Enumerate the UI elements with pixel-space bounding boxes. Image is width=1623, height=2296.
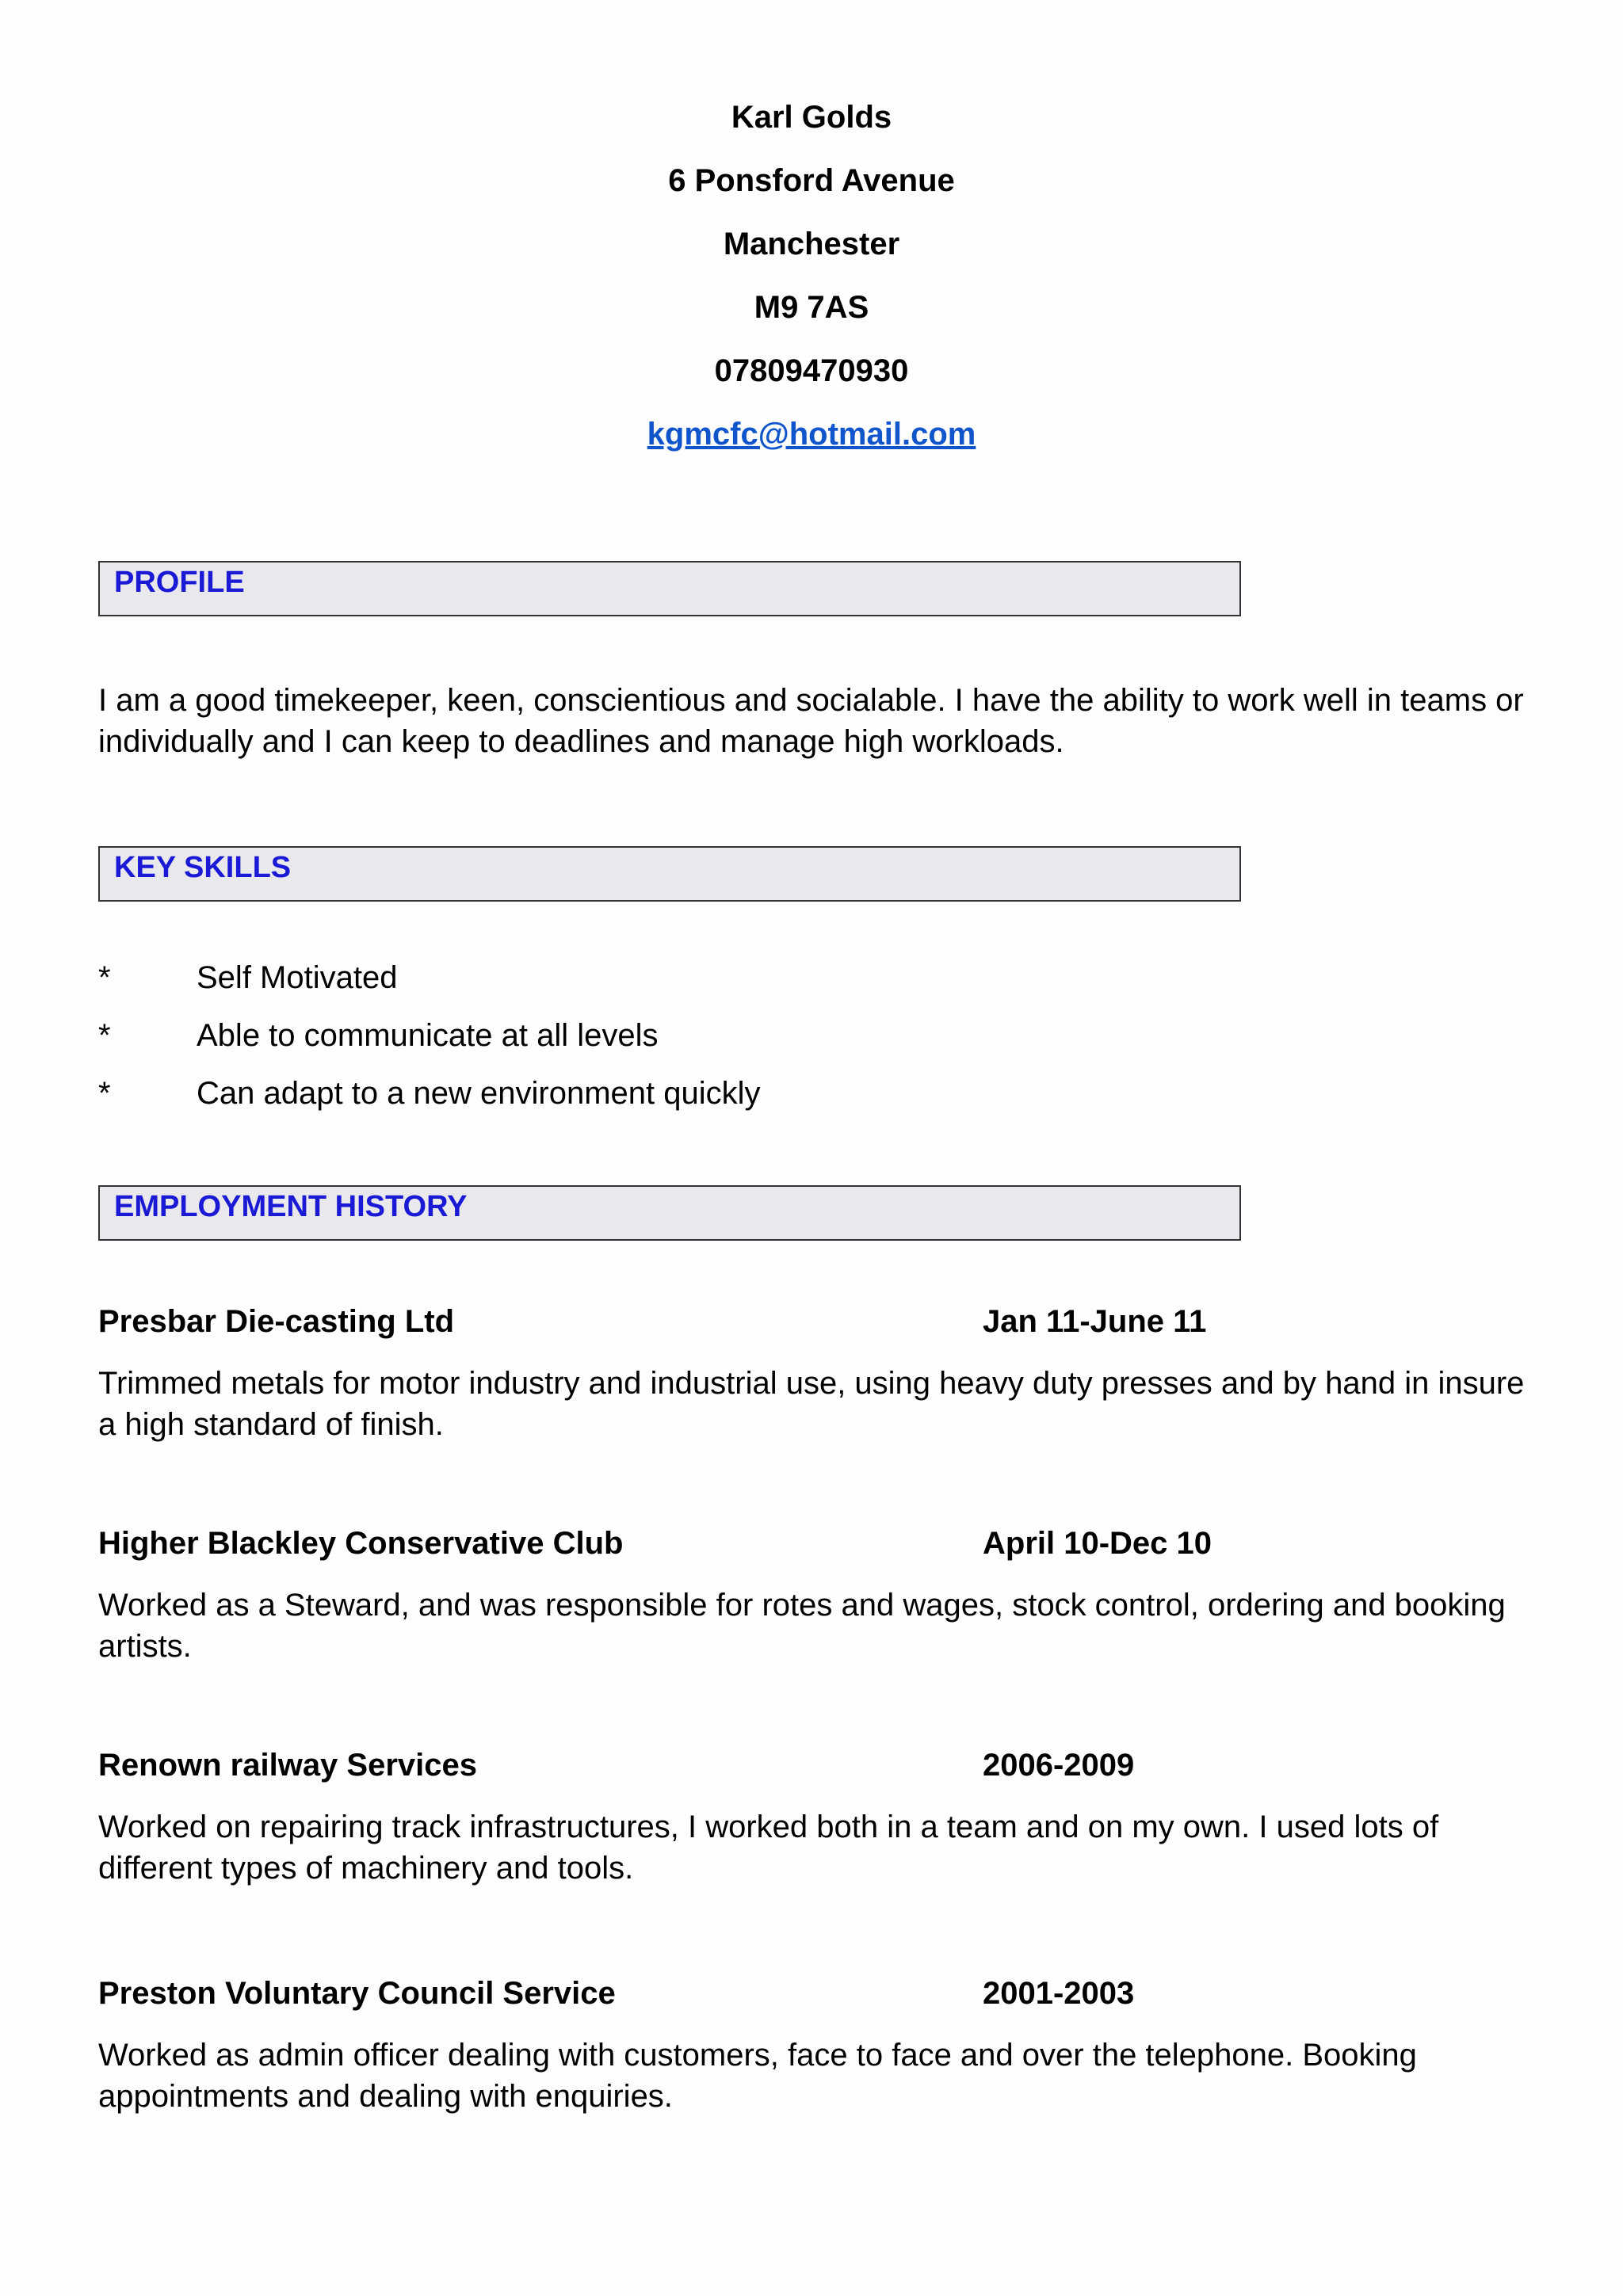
job-description: Worked as a Steward, and was responsible for rotes and wages, stock control, ordering and booking artists. <box>98 1588 1506 1664</box>
profile-text: I am a good timekeeper, keen, conscientious and socialable. I have the ability to work well in teams or individually and I can keep to deadlines and manage high workloads. <box>98 683 1524 759</box>
profile-section-header <box>98 561 1241 616</box>
job-description: Worked as admin officer dealing with customers, face to face and over the telephone. Booking appointments and dealing with enquiries. <box>98 2038 1417 2114</box>
skill-text: Able to communicate at all levels <box>197 1018 659 1053</box>
skills-heading: KEY SKILLS <box>114 851 292 884</box>
contact-email-link[interactable]: kgmcfc@hotmail.com <box>647 417 976 452</box>
profile-heading: PROFILE <box>114 566 245 599</box>
skill-text: Can adapt to a new environment quickly <box>197 1076 761 1111</box>
job-dates: 2001-2003 <box>983 1976 1135 2011</box>
job-employer: Higher Blackley Conservative Club <box>98 1526 624 1561</box>
job-employer: Preston Voluntary Council Service <box>98 1976 616 2011</box>
contact-email-row <box>0 415 1623 453</box>
bullet-star: * <box>98 960 111 995</box>
contact-name: Karl Golds <box>731 100 892 135</box>
skills-section-header <box>98 846 1241 902</box>
job-dates: Jan 11-June 11 <box>983 1304 1207 1339</box>
bullet-star: * <box>98 1018 111 1053</box>
contact-postcode: M9 7AS <box>754 290 869 325</box>
job-employer: Presbar Die-casting Ltd <box>98 1304 455 1339</box>
contact-address: 6 Ponsford Avenue <box>668 163 955 198</box>
contact-phone: 07809470930 <box>714 353 909 388</box>
skill-text: Self Motivated <box>197 960 398 995</box>
contact-city: Manchester <box>723 227 900 261</box>
bullet-star: * <box>98 1076 111 1111</box>
job-dates: 2006-2009 <box>983 1748 1135 1783</box>
job-description: Trimmed metals for motor industry and industrial use, using heavy duty presses and by hand in insure a high standard of finish. <box>98 1366 1525 1442</box>
job-employer: Renown railway Services <box>98 1748 478 1783</box>
job-dates: April 10-Dec 10 <box>983 1526 1212 1561</box>
job-description: Worked on repairing track infrastructures, I worked both in a team and on my own. I used lots of different types of machinery and tools. <box>98 1810 1439 1886</box>
employment-heading: EMPLOYMENT HISTORY <box>114 1190 468 1223</box>
employment-section-header <box>98 1185 1241 1241</box>
